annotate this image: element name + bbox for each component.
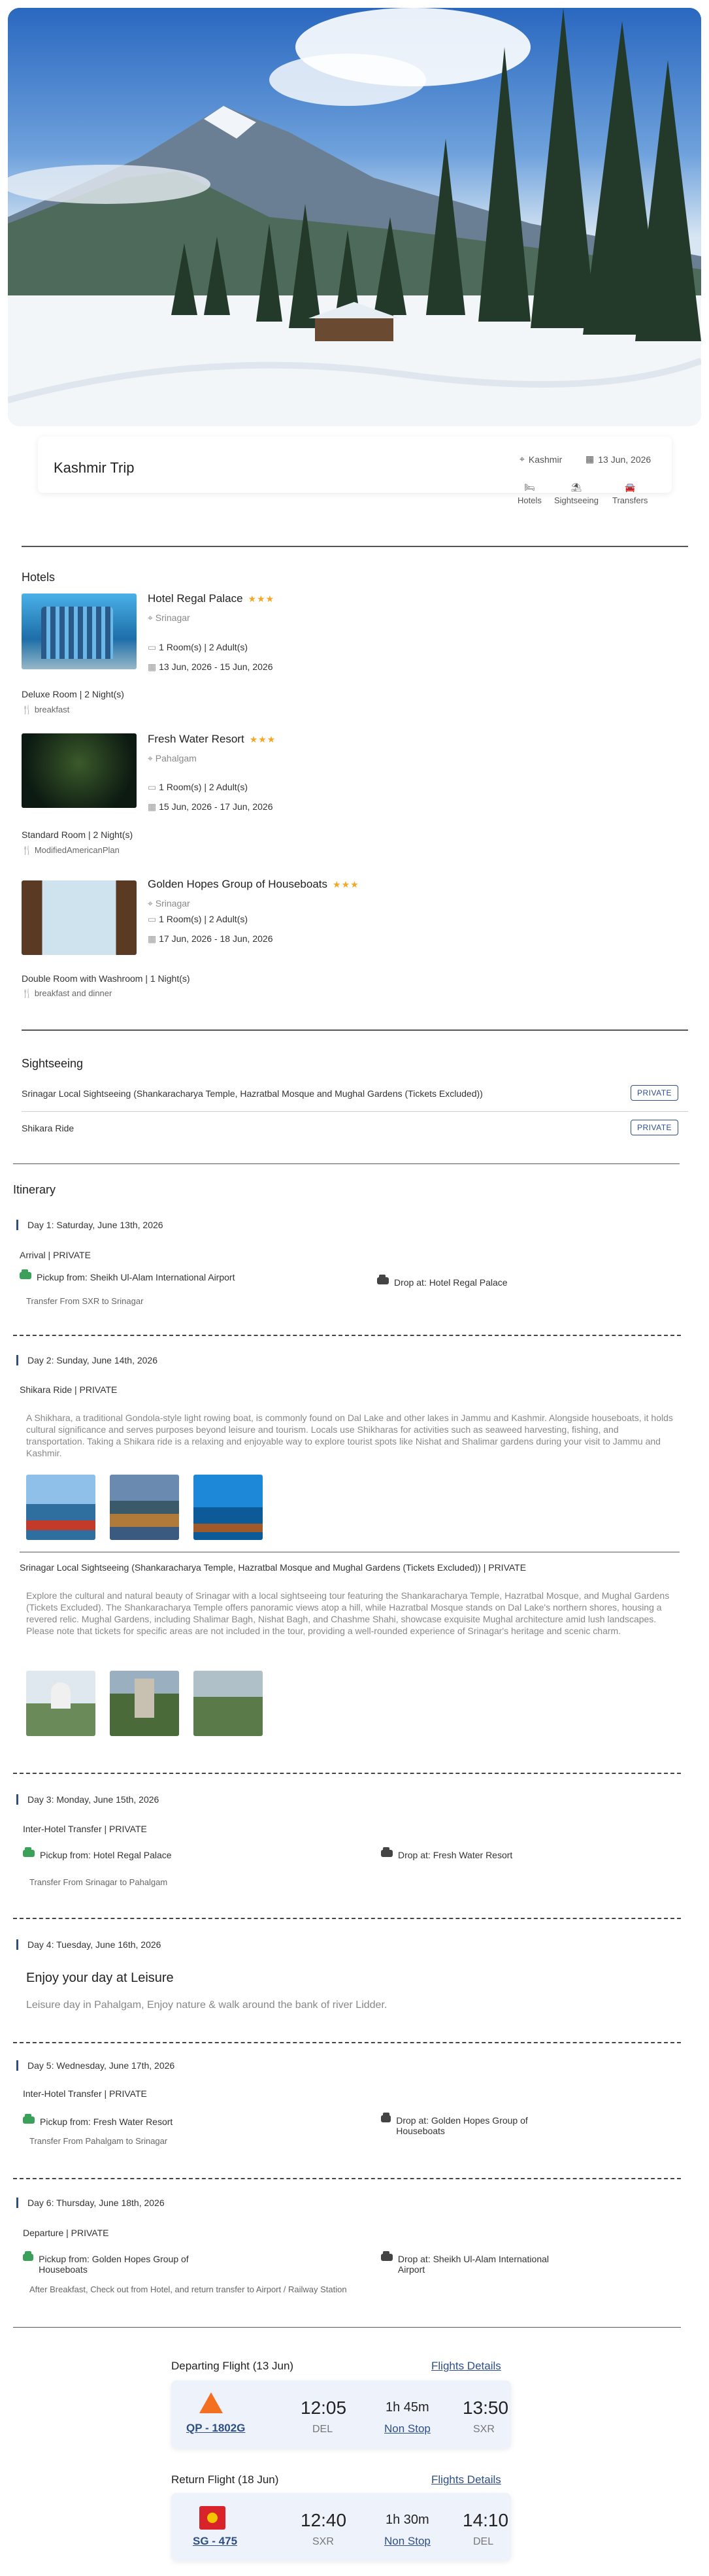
transfer-title: Inter-Hotel Transfer | PRIVATE — [23, 2088, 147, 2099]
hotel-dates: ▦ 15 Jun, 2026 - 17 Jun, 2026 — [148, 801, 273, 812]
flight-duration: 1h 45m — [386, 2400, 429, 2415]
trip-location: ⌖ Kashmir — [519, 454, 563, 465]
return-flight-title: Return Flight (18 Jun) — [171, 2473, 279, 2486]
hotel-image — [22, 880, 137, 955]
departure-airport: SXR — [312, 2536, 334, 2547]
activity-title: Srinagar Local Sightseeing (Shankaracharya Temple, Hazratbal Mosque and Mughal Gardens (Tickets Excluded)) | PRIVATE — [20, 1562, 527, 1573]
bed-icon: ▭ — [148, 642, 159, 652]
transfer-title: Inter-Hotel Transfer | PRIVATE — [23, 1824, 147, 1834]
transfer-note: Transfer From Srinagar to Pahalgam — [29, 1877, 168, 1887]
fork-knife-icon: 🍴 — [22, 845, 35, 855]
sightseeing-section-title: Sightseeing — [22, 1057, 84, 1070]
car-icon: 🚘 — [625, 482, 636, 492]
departing-flight-title: Departing Flight (13 Jun) — [171, 2360, 294, 2372]
hotel-city: ⌖ Pahalgam — [148, 753, 197, 763]
airline-logo — [199, 2392, 225, 2416]
dashed-divider — [13, 1918, 681, 1919]
activity-photo — [26, 1475, 95, 1540]
activity-photo — [26, 1671, 95, 1736]
divider — [13, 2327, 681, 2328]
arrival-time: 13:50 — [463, 2398, 509, 2418]
flight-number[interactable]: SG - 475 — [193, 2535, 238, 2547]
hotel-rooms: ▭ 1 Room(s) | 2 Adult(s) — [148, 642, 248, 652]
location-pin-icon: ⌖ — [148, 612, 156, 623]
hotel-city: ⌖ Srinagar — [148, 612, 190, 623]
stops[interactable]: Non Stop — [384, 2535, 431, 2547]
calendar-icon: ▦ — [148, 933, 159, 944]
transfer-note: After Breakfast, Check out from Hotel, and return transfer to Airport / Railway Station — [29, 2284, 347, 2294]
activity-description: A Shikhara, a traditional Gondola-style light rowing boat, is commonly found on Dal Lake and other lakes in Jammu and Kashmir. Alongside houseboats, it holds cultural significance and serves purposes beyond leisure and tourism. Locals use Shikharas for activities such as seaweed harvesting, fishing, and transportation. Taking a Shikara ride is a relaxing and enjoyable way to explore tourist spots like Nishat and Shalimar gardens during your visit to Jammu and Kashmir. — [26, 1413, 673, 1458]
bed-icon: ▭ — [148, 914, 159, 924]
trip-date: ▦ 13 Jun, 2026 — [585, 454, 651, 465]
service-transfers[interactable]: 🚘 Transfers — [612, 482, 648, 505]
bed-icon: ▭ — [148, 782, 159, 792]
hotel-name[interactable]: Golden Hopes Group of Houseboats ★★★ — [148, 878, 359, 890]
transfer-title: Departure | PRIVATE — [23, 2228, 109, 2238]
meal-plan: 🍴 breakfast — [22, 705, 70, 714]
stops[interactable]: Non Stop — [384, 2422, 431, 2435]
hotel-rooms: ▭ 1 Room(s) | 2 Adult(s) — [148, 914, 248, 924]
sightseeing-item: Srinagar Local Sightseeing (Shankaracharya Temple, Hazratbal Mosque and Mughal Gardens (Tickets Excluded)) — [22, 1088, 483, 1099]
day-header: Day 2: Sunday, June 14th, 2026 — [16, 1355, 157, 1365]
meal-plan: 🍴 ModifiedAmericanPlan — [22, 845, 120, 855]
car-icon — [23, 2116, 35, 2124]
activity-photo — [110, 1671, 179, 1736]
departure-airport: DEL — [312, 2424, 333, 2435]
calendar-icon: ▦ — [148, 661, 159, 672]
flight-duration: 1h 30m — [386, 2513, 429, 2527]
transfer-title: Arrival | PRIVATE — [20, 1250, 91, 1260]
arrival-airport: SXR — [473, 2424, 495, 2435]
activity-title: Shikara Ride | PRIVATE — [20, 1384, 118, 1395]
service-sightseeing[interactable]: ⛱ Sightseeing — [554, 482, 599, 505]
star-rating: ★★★ — [248, 593, 275, 604]
star-rating: ★★★ — [249, 733, 276, 744]
pickup-info: Pickup from: Hotel Regal Palace — [23, 1850, 172, 1860]
pickup-info: Pickup from: Fresh Water Resort — [23, 2116, 173, 2127]
private-badge: PRIVATE — [631, 1085, 678, 1101]
hotel-name[interactable]: Hotel Regal Palace ★★★ — [148, 592, 275, 605]
location-pin-icon: ⌖ — [148, 898, 156, 909]
car-icon — [23, 2254, 33, 2261]
car-icon — [23, 1850, 35, 1857]
activity-photo — [193, 1671, 263, 1736]
fork-knife-icon: 🍴 — [22, 988, 35, 998]
hero-image — [8, 8, 701, 426]
location-pin-icon: ⌖ — [519, 454, 525, 464]
dashed-divider — [13, 2178, 681, 2179]
leisure-note: Leisure day in Pahalgam, Enjoy nature & walk around the bank of river Lidder. — [26, 1999, 387, 2011]
room-type: Standard Room | 2 Night(s) — [22, 829, 133, 840]
dashed-divider — [13, 2042, 681, 2043]
flight-number[interactable]: QP - 1802G — [186, 2422, 246, 2434]
activity-description: Explore the cultural and natural beauty of Srinagar with a local sightseeing tour featuring the Shankaracharya Temple, Hazratbal Mosque, and Mughal Gardens (Tickets Excluded). The Shankaracharya Temple offers panoramic views atop a hill, while Hazratbal Mosque stands on Dal Lake's northern shores, housing a revered relic. Mughal Gardens, including Shalimar Bagh, Nishat Bagh, and Chashme Shahi, showcase exquisite Mughal architecture amid lush landscapes. Please note that tickets for specific areas are not included in the tour, providing a well-rounded experience of Srinagar's heritage and scenic charm. — [26, 1590, 670, 1636]
trip-title: Kashmir Trip — [54, 460, 135, 476]
pickup-info: Pickup from: Golden Hopes Group of Houseboats — [23, 2254, 219, 2275]
room-type: Double Room with Washroom | 1 Night(s) — [22, 973, 190, 984]
calendar-icon: ▦ — [148, 801, 159, 812]
divider — [22, 1029, 688, 1031]
activity-photo — [193, 1475, 263, 1540]
hotel-dates: ▦ 17 Jun, 2026 - 18 Jun, 2026 — [148, 933, 273, 944]
calendar-icon: ▦ — [585, 454, 595, 464]
service-hotels[interactable]: 🛏 Hotels — [518, 482, 542, 505]
divider — [22, 1111, 688, 1112]
flight-details-link[interactable]: Flights Details — [431, 2473, 501, 2486]
airline-logo — [199, 2506, 225, 2530]
day-header: Day 4: Tuesday, June 16th, 2026 — [16, 1939, 161, 1950]
departure-time: 12:40 — [301, 2510, 347, 2530]
fork-knife-icon: 🍴 — [22, 705, 35, 714]
hotel-dates: ▦ 13 Jun, 2026 - 15 Jun, 2026 — [148, 661, 273, 672]
divider — [13, 1163, 680, 1164]
star-rating: ★★★ — [333, 878, 359, 890]
hotel-image — [22, 733, 137, 808]
car-icon — [20, 1272, 31, 1279]
car-icon — [377, 1277, 389, 1284]
drop-info: Drop at: Golden Hopes Group of Houseboats — [381, 2115, 551, 2136]
leisure-title: Enjoy your day at Leisure — [26, 1971, 174, 1985]
hotel-image — [22, 594, 137, 669]
drop-info: Drop at: Fresh Water Resort — [381, 1850, 512, 1860]
bed-icon: 🛏 — [524, 482, 535, 492]
arrival-time: 14:10 — [463, 2510, 509, 2530]
drop-info: Drop at: Sheikh Ul-Alam International Airport — [381, 2254, 577, 2275]
activity-photo — [110, 1475, 179, 1540]
location-pin-icon: ⌖ — [148, 753, 156, 763]
transfer-note: Transfer From SXR to Srinagar — [26, 1296, 144, 1306]
hotel-city: ⌖ Srinagar — [148, 898, 190, 909]
transfer-note: Transfer From Pahalgam to Srinagar — [29, 2136, 168, 2146]
hotel-name[interactable]: Fresh Water Resort ★★★ — [148, 733, 276, 745]
day-header: Day 5: Wednesday, June 17th, 2026 — [16, 2060, 174, 2071]
car-icon — [381, 1850, 393, 1857]
dashed-divider — [13, 1335, 681, 1336]
drop-info: Drop at: Hotel Regal Palace — [377, 1277, 508, 1288]
meal-plan: 🍴 breakfast and dinner — [22, 988, 112, 998]
arrival-airport: DEL — [473, 2536, 494, 2547]
car-icon — [381, 2115, 391, 2122]
divider — [22, 546, 688, 547]
dashed-divider — [13, 1773, 681, 1774]
itinerary-section-title: Itinerary — [13, 1183, 56, 1196]
day-header: Day 6: Thursday, June 18th, 2026 — [16, 2198, 165, 2208]
hotel-rooms: ▭ 1 Room(s) | 2 Adult(s) — [148, 782, 248, 792]
day-header: Day 3: Monday, June 15th, 2026 — [16, 1794, 159, 1805]
beach-umbrella-icon: ⛱ — [570, 482, 582, 492]
room-type: Deluxe Room | 2 Night(s) — [22, 689, 124, 699]
pickup-info: Pickup from: Sheikh Ul-Alam International Airport — [20, 1272, 235, 1282]
sightseeing-item: Shikara Ride — [22, 1123, 74, 1133]
private-badge: PRIVATE — [631, 1120, 678, 1135]
flight-details-link[interactable]: Flights Details — [431, 2360, 501, 2372]
car-icon — [381, 2254, 393, 2261]
departure-time: 12:05 — [301, 2398, 347, 2418]
day-header: Day 1: Saturday, June 13th, 2026 — [16, 1220, 163, 1230]
hotels-section-title: Hotels — [22, 571, 56, 584]
